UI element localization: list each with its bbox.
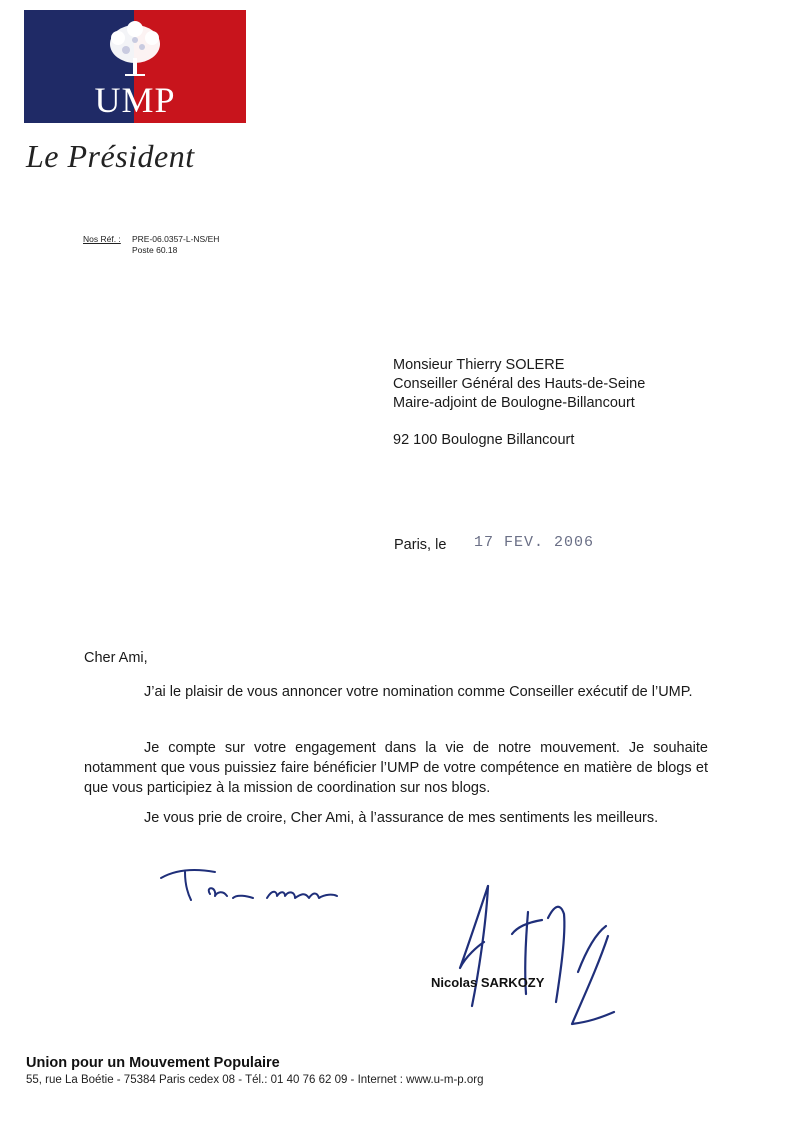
ump-logo (24, 10, 246, 123)
signature (448, 876, 628, 1036)
footer-address: 55, rue La Boétie - 75384 Paris cedex 08 - Tél.: 01 40 76 62 09 - Internet : www.u-m-p.org (26, 1074, 484, 1086)
logo-text: UMP (94, 80, 176, 120)
recipient-title-2: Maire-adjoint de Boulogne-Billancourt (393, 395, 635, 411)
recipient-name: Monsieur Thierry SOLERE (393, 357, 565, 373)
president-title: Le Président (26, 138, 195, 174)
reference-extension: Poste 60.18 (132, 245, 178, 255)
tree-icon (106, 20, 164, 80)
date-line (394, 534, 595, 553)
recipient-address: 92 100 Boulogne Billancourt (393, 432, 575, 448)
paragraph-2: Je compte sur votre engagement dans la vie de notre mouvement. Je souhaite notamment que vous puissiez faire bénéficier l’UMP de votre compétence en matière de blogs et que vous participiez à la mission de coordination sur nos blogs. (84, 740, 708, 796)
reference-label: Nos Réf. : (83, 234, 121, 244)
paragraph-1: J’ai le plaisir de vous annoncer votre nomination comme Conseiller exécutif de l’UMP. (144, 684, 693, 700)
signatory-name: Nicolas SARKOZY (431, 975, 545, 990)
reference-values (132, 234, 219, 256)
closing: Je vous prie de croire, Cher Ami, à l’assurance de mes sentiments les meilleurs. (144, 810, 659, 826)
reference-code: PRE-06.0357-L-NS/EH (132, 234, 220, 244)
recipient-title-1: Conseiller Général des Hauts-de-Seine (393, 376, 646, 392)
date-stamp: 17 FEV. 2006 (474, 534, 595, 551)
footer-organization: Union pour un Mouvement Populaire (26, 1055, 280, 1071)
recipient-block (393, 356, 645, 450)
salutation: Cher Ami, (84, 650, 148, 666)
handwritten-note (155, 858, 345, 918)
date-place: Paris, le (394, 537, 447, 553)
